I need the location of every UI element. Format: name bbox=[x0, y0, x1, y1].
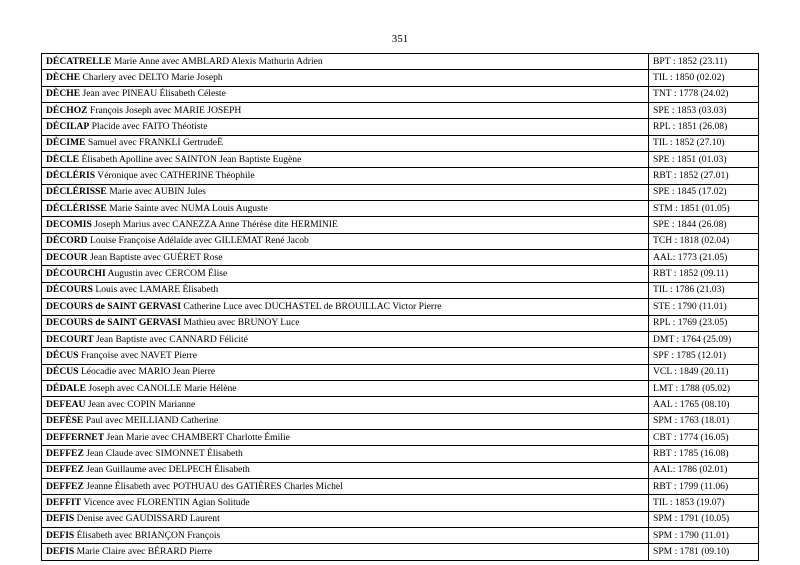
surname: DÉCHOZ bbox=[46, 104, 88, 116]
table-row bbox=[42, 478, 759, 494]
record-reference: LMT : 1788 (05.02) bbox=[649, 380, 759, 396]
spouses-cell bbox=[42, 331, 649, 347]
table-row bbox=[42, 462, 759, 478]
spouses-text: Jean Claude avec SIMONNET Élisabeth bbox=[86, 447, 243, 459]
spouses-cell bbox=[42, 527, 649, 543]
spouses-cell bbox=[42, 299, 649, 315]
spouses-text: Joseph Marius avec CANEZZA Anne Thérèse dite HERMINIE bbox=[94, 219, 338, 231]
spouses-cell bbox=[42, 462, 649, 478]
table-row bbox=[42, 54, 759, 70]
record-reference: SPM : 1791 (10.05) bbox=[649, 511, 759, 527]
surname: DEFIS bbox=[46, 513, 75, 525]
spouses-text: Augustin avec CERCOM Élise bbox=[107, 268, 228, 280]
table-row bbox=[42, 495, 759, 511]
table-row bbox=[42, 364, 759, 380]
spouses-cell bbox=[42, 397, 649, 413]
table-row bbox=[42, 184, 759, 200]
table-row bbox=[42, 103, 759, 119]
table-row bbox=[42, 250, 759, 266]
table-row bbox=[42, 299, 759, 315]
record-reference: RPL : 1769 (23.05) bbox=[649, 315, 759, 331]
spouses-cell bbox=[42, 54, 649, 70]
record-reference: AAL : 1765 (08.10) bbox=[649, 397, 759, 413]
surname: DÉCOURCHI bbox=[46, 268, 106, 280]
spouses-cell bbox=[42, 364, 649, 380]
record-reference: DMT : 1764 (25.09) bbox=[649, 331, 759, 347]
spouses-cell bbox=[42, 446, 649, 462]
spouses-cell bbox=[42, 380, 649, 396]
record-reference: SPE : 1853 (03.03) bbox=[649, 103, 759, 119]
spouses-cell bbox=[42, 348, 649, 364]
surname: DÈCHE bbox=[46, 72, 81, 84]
surname: DEFFIT bbox=[46, 496, 82, 508]
record-reference: RBT : 1852 (09.11) bbox=[649, 266, 759, 282]
spouses-text: Catherine Luce avec DUCHASTEL de BROUILLAC Victor Pierre bbox=[183, 300, 442, 312]
surname: DÉDALE bbox=[46, 382, 86, 394]
record-reference: TIL : 1852 (27.10) bbox=[649, 135, 759, 151]
spouses-cell bbox=[42, 250, 649, 266]
surname: DÈCLE bbox=[46, 153, 80, 165]
surname: DÉCUS bbox=[46, 349, 79, 361]
record-reference: SPF : 1785 (12.01) bbox=[649, 348, 759, 364]
spouses-cell bbox=[42, 135, 649, 151]
table-row bbox=[42, 348, 759, 364]
record-reference: RBT : 1852 (27.01) bbox=[649, 168, 759, 184]
spouses-cell bbox=[42, 70, 649, 86]
surname: DÉCILAP bbox=[46, 121, 90, 133]
table-row bbox=[42, 511, 759, 527]
surname: DEFFERNET bbox=[46, 431, 105, 443]
table-row bbox=[42, 233, 759, 249]
surname: DÉCLÉRISSE bbox=[46, 202, 107, 214]
record-reference: RBT : 1785 (16.08) bbox=[649, 446, 759, 462]
spouses-text: Jean Baptiste avec GUÉRET Rose bbox=[89, 251, 223, 263]
spouses-text: Élisabeth Apolline avec SAINTON Jean Baptiste Eugène bbox=[81, 153, 302, 165]
record-reference: STE : 1790 (11.01) bbox=[649, 299, 759, 315]
spouses-text: Jean Marie avec CHAMBERT Charlotte Émilie bbox=[106, 431, 290, 443]
spouses-cell bbox=[42, 152, 649, 168]
spouses-text: Louis avec LAMARE Élisabeth bbox=[95, 284, 219, 296]
table-row bbox=[42, 282, 759, 298]
spouses-text: Élisabeth avec BRIANÇON François bbox=[76, 529, 221, 541]
spouses-cell bbox=[42, 233, 649, 249]
spouses-cell bbox=[42, 478, 649, 494]
table-row bbox=[42, 201, 759, 217]
record-reference: TNT : 1778 (24.02) bbox=[649, 86, 759, 102]
surname: DEFFEZ bbox=[46, 464, 84, 476]
record-reference: RPL : 1851 (26.08) bbox=[649, 119, 759, 135]
spouses-cell bbox=[42, 282, 649, 298]
surname: DECOUR bbox=[46, 251, 88, 263]
spouses-text: Léocadie avec MARIO Jean Pierre bbox=[80, 366, 216, 378]
record-reference: BPT : 1852 (23.11) bbox=[649, 54, 759, 70]
marriage-register-table bbox=[41, 53, 759, 561]
table-row bbox=[42, 413, 759, 429]
record-reference: TCH : 1818 (02.04) bbox=[649, 233, 759, 249]
record-reference: VCL : 1849 (20.11) bbox=[649, 364, 759, 380]
spouses-text: Marie Sainte avec NUMA Louis Auguste bbox=[109, 202, 268, 214]
table-row bbox=[42, 168, 759, 184]
spouses-text: Charlery avec DELTO Marie Joseph bbox=[82, 72, 223, 84]
spouses-text: Jean Guillaume avec DELPECH Élisabeth bbox=[86, 464, 250, 476]
record-reference: AAL: 1773 (21.05) bbox=[649, 250, 759, 266]
table-row bbox=[42, 315, 759, 331]
table-row bbox=[42, 217, 759, 233]
surname: DEFIS bbox=[46, 545, 75, 557]
record-reference: SPM : 1781 (09.10) bbox=[649, 544, 759, 560]
table-row bbox=[42, 70, 759, 86]
table-row bbox=[42, 527, 759, 543]
table-row bbox=[42, 429, 759, 445]
table-row bbox=[42, 331, 759, 347]
record-reference: SPM : 1790 (11.01) bbox=[649, 527, 759, 543]
surname: DÉCORD bbox=[46, 235, 88, 247]
spouses-cell bbox=[42, 511, 649, 527]
table-row bbox=[42, 266, 759, 282]
surname: DÈCHE bbox=[46, 88, 81, 100]
spouses-text: Marie Anne avec AMBLARD Alexis Mathurin Adrien bbox=[113, 55, 323, 67]
surname: DECOURS de SAINT GERVASI bbox=[46, 300, 181, 312]
surname: DÉCLÉRISSE bbox=[46, 186, 107, 198]
spouses-text: Louise Françoise Adélaïde avec GILLEMAT René Jacob bbox=[89, 235, 309, 247]
spouses-text: Véronique avec CATHERINE Théophile bbox=[97, 170, 255, 182]
record-reference: SPE : 1845 (17.02) bbox=[649, 184, 759, 200]
surname: DEFÈSE bbox=[46, 415, 84, 427]
spouses-text: Mathieu avec BRUNOY Luce bbox=[183, 317, 300, 329]
spouses-text: Vicence avec FLORENTIN Agian Solitude bbox=[83, 496, 250, 508]
table-row bbox=[42, 544, 759, 560]
page-number: 351 bbox=[391, 33, 409, 45]
surname: DÉCIME bbox=[46, 137, 86, 149]
surname: DEFIS bbox=[46, 529, 75, 541]
record-reference: TIL : 1853 (19.07) bbox=[649, 495, 759, 511]
table-row bbox=[42, 380, 759, 396]
record-reference: TIL : 1850 (02.02) bbox=[649, 70, 759, 86]
spouses-cell bbox=[42, 119, 649, 135]
surname: DÉCOURS bbox=[46, 284, 93, 296]
spouses-text: Jeanne Élisabeth avec POTHUAU des GATIÈRES Charles Michel bbox=[86, 480, 343, 492]
surname: DECOURS de SAINT GERVASI bbox=[46, 317, 181, 329]
spouses-cell bbox=[42, 103, 649, 119]
surname: DÉCATRELLE bbox=[46, 55, 112, 67]
table-row bbox=[42, 152, 759, 168]
record-reference: SPE : 1844 (26.08) bbox=[649, 217, 759, 233]
spouses-cell bbox=[42, 86, 649, 102]
spouses-cell bbox=[42, 495, 649, 511]
spouses-text: Joseph avec CANOLLE Marie Hélène bbox=[88, 382, 237, 394]
surname: DECOURT bbox=[46, 333, 94, 345]
spouses-text: François Joseph avec MARIE JOSEPH bbox=[90, 104, 242, 116]
record-reference: RBT : 1799 (11.06) bbox=[649, 478, 759, 494]
table-row bbox=[42, 86, 759, 102]
record-reference: CBT : 1774 (16.05) bbox=[649, 429, 759, 445]
spouses-text: Placide avec FAITO Théotiste bbox=[91, 121, 208, 133]
spouses-cell bbox=[42, 413, 649, 429]
spouses-text: Denise avec GAUDISSARD Laurent bbox=[76, 513, 220, 525]
spouses-text: Paul avec MEILLIAND Catherine bbox=[85, 415, 219, 427]
spouses-cell bbox=[42, 201, 649, 217]
record-reference: AAL: 1786 (02.01) bbox=[649, 462, 759, 478]
record-reference: SPE : 1851 (01.03) bbox=[649, 152, 759, 168]
spouses-cell bbox=[42, 184, 649, 200]
spouses-cell bbox=[42, 544, 649, 560]
surname: DÉCLÉRIS bbox=[46, 170, 96, 182]
register-rows bbox=[42, 54, 759, 561]
spouses-text: Marie avec AUBIN Jules bbox=[109, 186, 206, 198]
spouses-cell bbox=[42, 315, 649, 331]
surname: DEFEAU bbox=[46, 398, 86, 410]
spouses-text: Marie Claire avec BÉRARD Pierre bbox=[76, 545, 213, 557]
spouses-cell bbox=[42, 217, 649, 233]
spouses-text: Jean avec COPIN Marianne bbox=[87, 398, 196, 410]
record-reference: STM : 1851 (01.05) bbox=[649, 201, 759, 217]
surname: DÉCUS bbox=[46, 366, 79, 378]
spouses-text: Françoise avec NAVET Pierre bbox=[80, 349, 198, 361]
spouses-text: Jean avec PINEAU Élisabeth Céleste bbox=[82, 88, 226, 100]
table-row bbox=[42, 119, 759, 135]
record-reference: SPM : 1763 (18.01) bbox=[649, 413, 759, 429]
spouses-cell bbox=[42, 429, 649, 445]
table-row bbox=[42, 397, 759, 413]
spouses-text: Jean Baptiste avec CANNARD Félicité bbox=[96, 333, 248, 345]
spouses-cell bbox=[42, 266, 649, 282]
spouses-text: Samuel avec FRANKLI GertrudeË bbox=[87, 137, 223, 149]
surname: DECOMIS bbox=[46, 219, 92, 231]
record-reference: TIL : 1786 (21.03) bbox=[649, 282, 759, 298]
surname: DEFFEZ bbox=[46, 480, 84, 492]
spouses-cell bbox=[42, 168, 649, 184]
table-row bbox=[42, 446, 759, 462]
surname: DEFFEZ bbox=[46, 447, 84, 459]
table-row bbox=[42, 135, 759, 151]
